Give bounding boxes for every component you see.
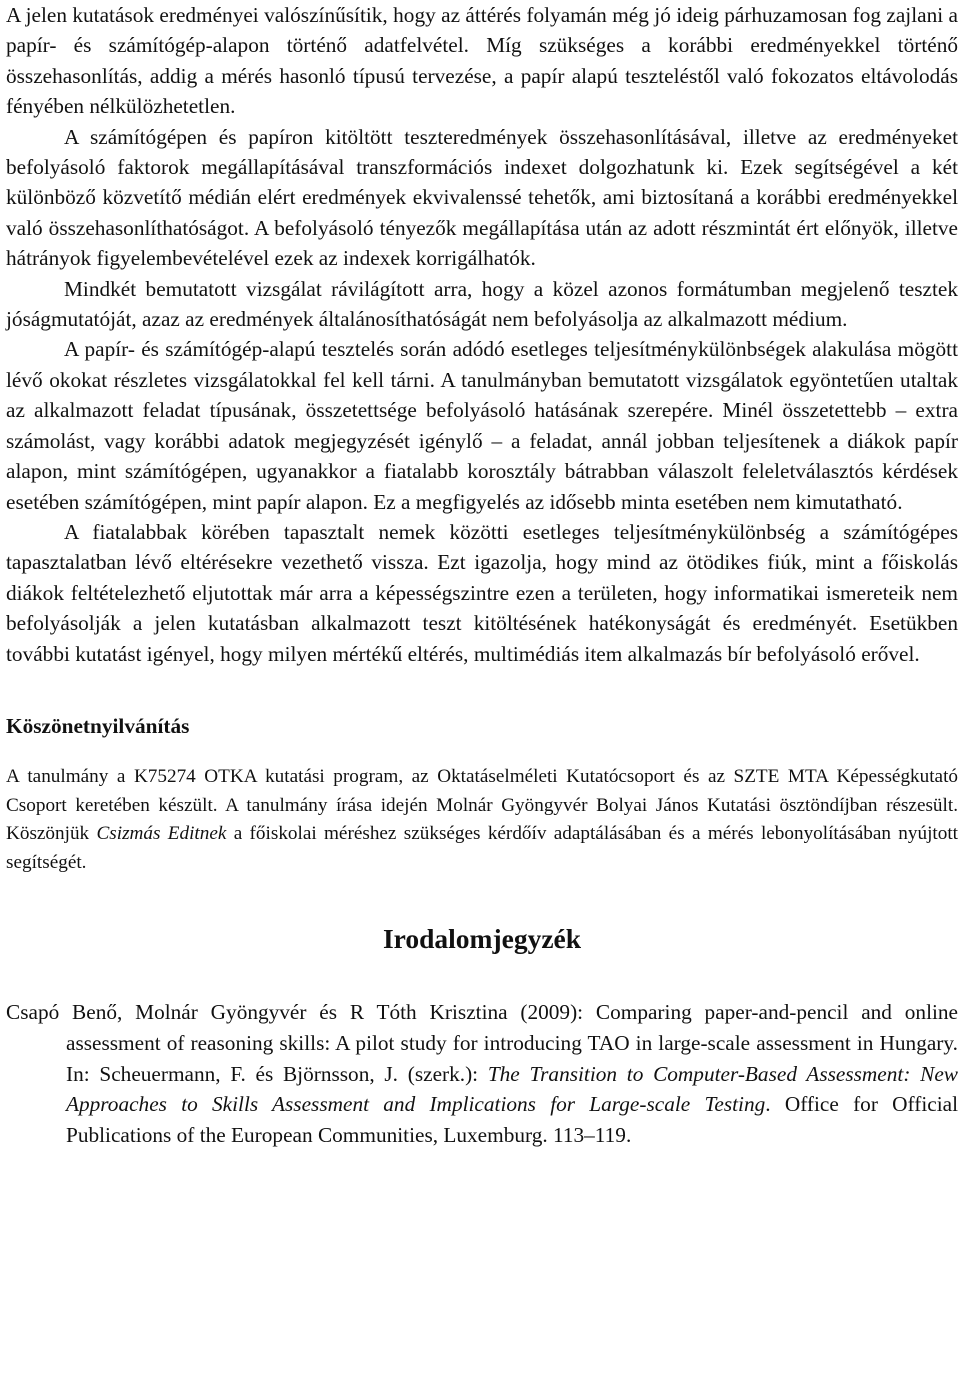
acknowledgement-heading: Köszönetnyilvánítás <box>6 713 190 738</box>
body-paragraph-5: A fiatalabbak körében tapasztalt nemek közötti esetleges teljesítménykülönbség a számítógépes tapasztalatban lévő eltérésekre vezethető vissza. Ezt igazolja, hogy mind az ötödikes fiúk, mint a főiskolás diákok feltételezhető eljutottak már arra a képességszintre ezen a területen, hogy informatikai ismereteik nem befolyásolják a jelen kutatásban alkalmazott teszt kitöltésének hatékonyságát és eredményét. Esetükben további kutatást igényel, hogy milyen mértékű eltérés, multimédiás item alkalmazás bír befolyásoló erővel. <box>6 519 958 666</box>
body-paragraph-4: A papír- és számítógép-alapú tesztelés során adódó esetleges teljesítménykülönbségek alakulása mögött lévő okokat részletes vizsgálatokkal fel kell tárni. A tanulmányban bemutatott vizsgálatok egyöntetűen utaltak az alkalmazott feladat típusának, összetettsége befolyásoló hatásának szerepére. Minél összetettebb – extra számolást, vagy korábbi adatok megjegyzését igénylő – a feladat, annál jobban teljesítenek a diákok papír alapon, mint számítógépen, ugyanakkor a fiatalabb korosztály bátrabban válaszolt feleletválasztós kérdések esetében számítógépen, mint papír alapon. Ez a megfigyelés az idősebb minta esetében nem kimutatható. <box>6 337 958 514</box>
reference-item <box>6 997 958 1150</box>
acknowledgement-text <box>6 763 958 877</box>
reference-list <box>6 997 958 1150</box>
references-heading: Irodalomjegyzék <box>382 923 582 955</box>
reference-authors-title: Csapó Benő, Molnár Gyöngyvér és R Tóth Krisztina (2009): Comparing paper-and-pencil and online assessment of reasoning skills: A pilot study for introducing TAO in large-scale assessment in Hungary. In: Scheuermann, F. és Björnsson, J. (szerk.): <box>6 1000 958 1086</box>
body-paragraph-1: A jelen kutatások eredményei valószínűsítik, hogy az áttérés folyamán még jó ideig párhuzamosan fog zajlani a papír- és számítógép-alapon történő adatfelvétel. Míg szükséges a korábbi eredményekkel történő összehasonlítás, addig a mérés hasonló típusú tervezése, a papír alapú teszteléstől való fokozatos eltávolodás fényében nélkülözhetetlen. <box>6 3 958 119</box>
body-paragraph-3: Mindkét bemutatott vizsgálat rávilágított arra, hogy a közel azonos formátumban megjelenő tesztek jóságmutatóját, azaz az eredmények általánosíthatóságát nem befolyásolja az alkalmazott médium. <box>6 276 958 332</box>
acknowledgement-text-before: A tanulmány a K75274 OTKA kutatási program, az Oktatáselméleti Kutatócsoport és az SZTE MTA Képességkutató Csoport keretében készült. A tanulmány írása idején Molnár Gyöngyvér Bolyai János Kutatási ösztöndíjban részesült. Köszönjük <box>6 765 958 845</box>
reference-book-title: The Transition to Computer-Based Assessment: New Approaches to Skills Assessment and Implications for Large-scale Testing <box>66 1061 958 1117</box>
acknowledgement-person: Csizmás Editnek <box>96 823 227 845</box>
body-paragraph-2: A számítógépen és papíron kitöltött teszteredmények összehasonlításával, illetve az eredményeket befolyásoló faktorok megállapításával transzformációs indexet dolgozhatunk ki. Ezek segítségével a két különböző közvetítő médián elért eredmények ekvivalenssé tehetők, ami biztosítaná a korábbi eredményekkel való összehasonlíthatóságot. A befolyásoló tényezők megállapítása után az adott részmintát ért előnyök, illetve hátrányok figyelembevételével ezek az indexek korrigálhatók. <box>6 124 958 271</box>
acknowledgement-text-after: a főiskolai méréshez szükséges kérdőív adaptálásában és a mérés lebonyolításában nyújtott segítségét. <box>6 823 958 873</box>
reference-publisher: . Office for Official Publications of the European Communities, Luxemburg. 113–119. <box>66 1092 959 1147</box>
document-page <box>6 0 958 1150</box>
